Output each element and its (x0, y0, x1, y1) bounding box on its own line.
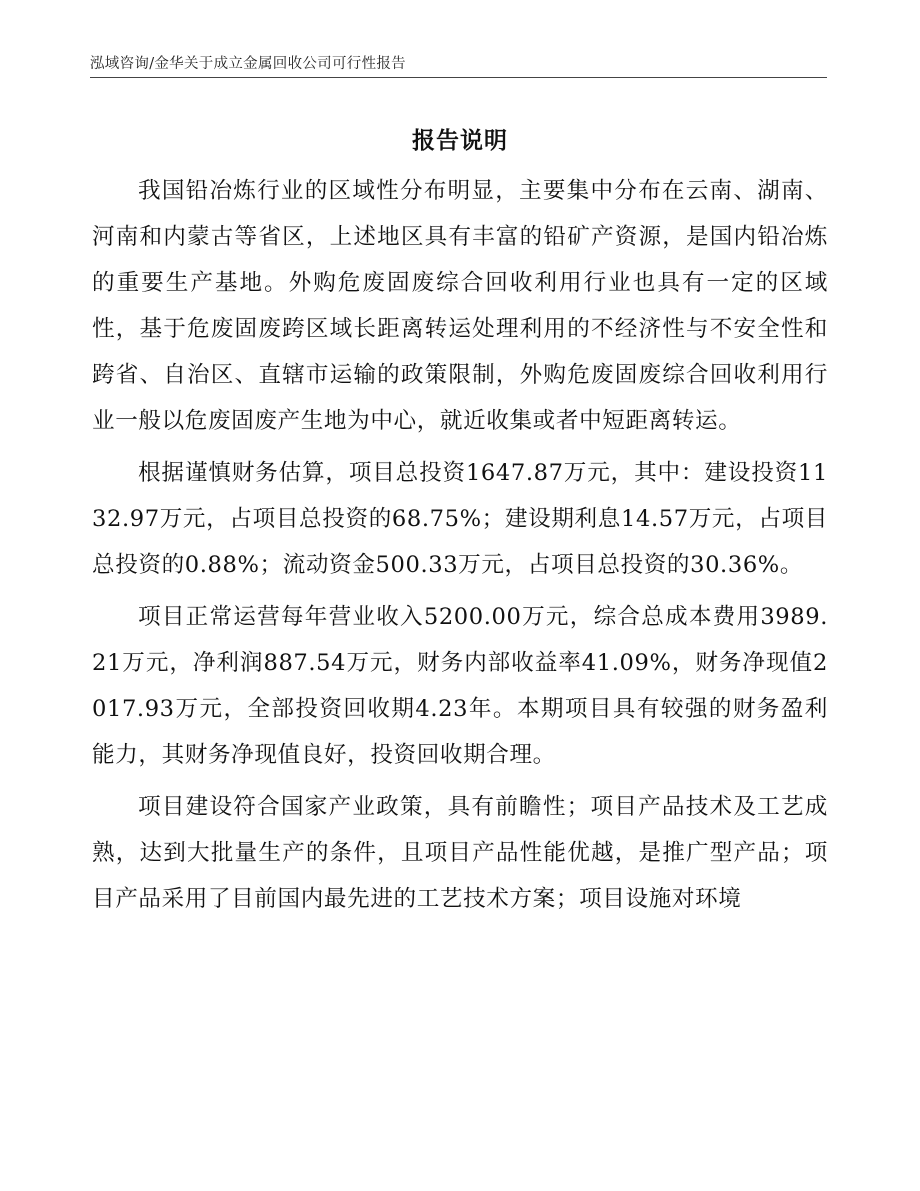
running-header: 泓域咨询/金华关于成立金属回收公司可行性报告 (90, 56, 406, 72)
paragraph-investment-estimate: 根据谨慎财务估算，项目总投资1647.87万元，其中：建设投资1132.97万元，占项目总投资的68.75%；建设期利息14.57万元，占项目总投资的0.88%；流动资金500.33万元，占项目总投资的30.36%。 (92, 460, 828, 578)
report-body (92, 168, 828, 928)
section-title: 报告说明 (412, 127, 508, 154)
paragraph-policy-conformity: 项目建设符合国家产业政策，具有前瞻性；项目产品技术及工艺成熟，达到大批量生产的条件，且项目产品性能优越，是推广型产品；项目产品采用了目前国内最先进的工艺技术方案；项目设施对环境 (92, 794, 828, 912)
header-divider (90, 77, 827, 78)
paragraph-regional-distribution: 我国铅冶炼行业的区域性分布明显，主要集中分布在云南、湖南、河南和内蒙古等省区，上述地区具有丰富的铅矿产资源，是国内铅冶炼的重要生产基地。外购危废固废综合回收利用行业也具有一定的区域性，基于危废固废跨区域长距离转运处理利用的不经济性与不安全性和跨省、自治区、直辖市运输的政策限制，外购危废固废综合回收利用行业一般以危废固废产生地为中心，就近收集或者中短距离转运。 (92, 178, 828, 434)
paragraph-financial-returns: 项目正常运营每年营业收入5200.00万元，综合总成本费用3989.21万元，净利润887.54万元，财务内部收益率41.09%，财务净现值2017.93万元，全部投资回收期4.23年。本期项目具有较强的财务盈利能力，其财务净现值良好，投资回收期合理。 (92, 604, 828, 768)
